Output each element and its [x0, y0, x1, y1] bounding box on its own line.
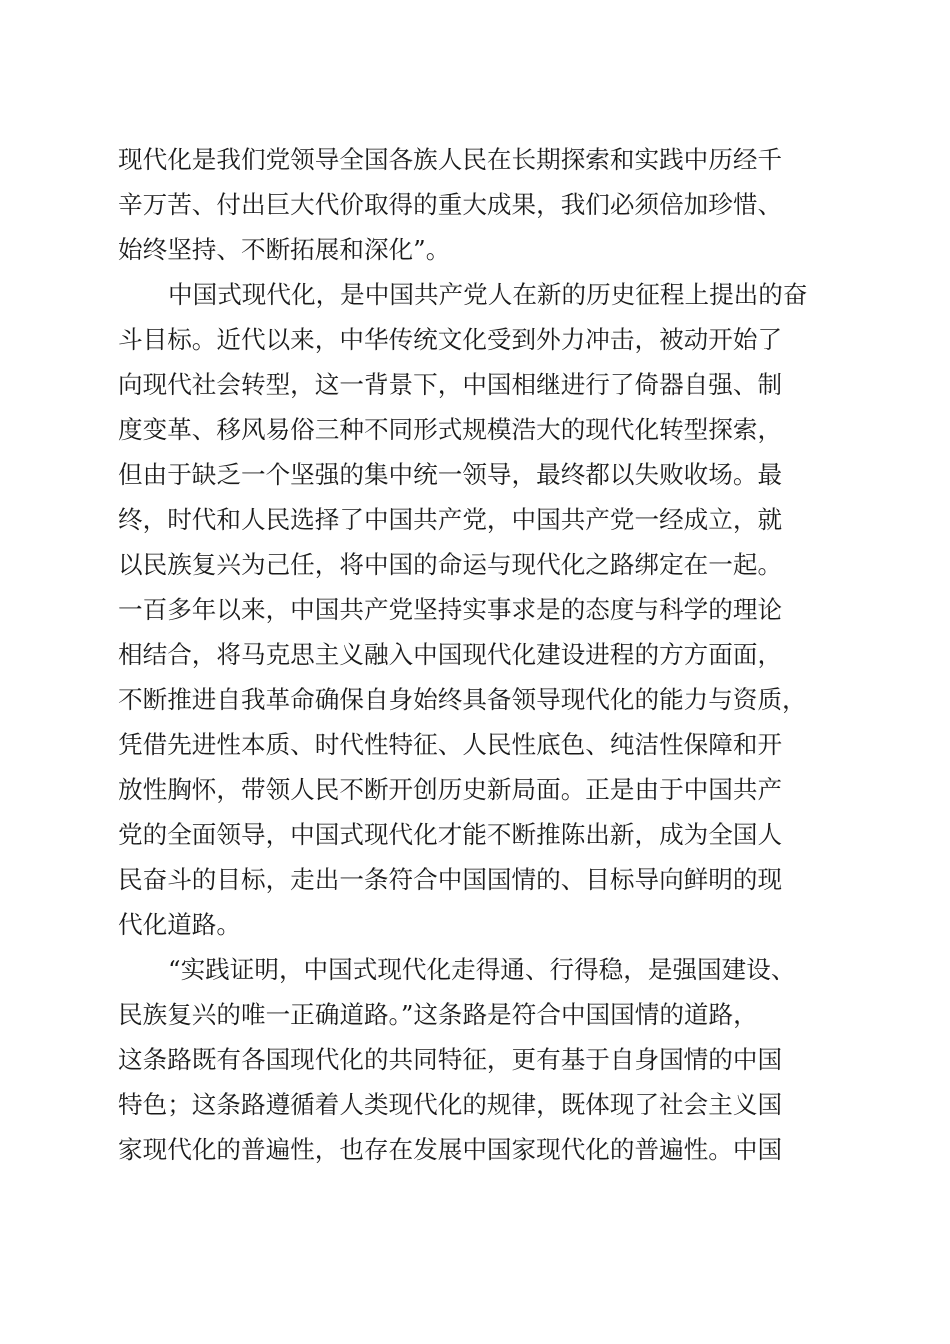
text-line-17: 民奋斗的目标，走出一条符合中国国情的、目标导向鲜明的现: [118, 865, 783, 894]
text-line-13: 不断推进自我革命确保自身始终具备领导现代化的能力与资质，: [118, 685, 807, 714]
text-line-22: 特色；这条路遵循着人类现代化的规律，既体现了社会主义国: [118, 1090, 783, 1119]
text-line-5: 斗目标。近代以来，中华传统文化受到外力冲击，被动开始了: [118, 325, 783, 354]
text-line-9: 终，时代和人民选择了中国共产党，中国共产党一经成立，就: [118, 505, 783, 534]
text-line-16: 党的全面领导，中国式现代化才能不断推陈出新，成为全国人: [118, 820, 783, 849]
text-line-21: 这条路既有各国现代化的共同特征，更有基于自身国情的中国: [118, 1045, 783, 1074]
text-line-7: 度变革、移风易俗三种不同形式规模浩大的现代化转型探索，: [118, 415, 783, 444]
text-line-11: 一百多年以来，中国共产党坚持实事求是的态度与科学的理论: [118, 595, 783, 624]
text-line-8: 但由于缺乏一个坚强的集中统一领导，最终都以失败收场。最: [118, 460, 783, 489]
text-line-1: 现代化是我们党领导全国各族人民在长期探索和实践中历经千: [118, 145, 783, 174]
text-line-20: 民族复兴的唯一正确道路。”这条路是符合中国国情的道路，: [118, 1000, 758, 1029]
text-line-23: 家现代化的普遍性，也存在发展中国家现代化的普遍性。中国: [118, 1135, 783, 1164]
text-line-10: 以民族复兴为己任，将中国的命运与现代化之路绑定在一起。: [118, 550, 783, 579]
text-line-18: 代化道路。: [118, 910, 241, 939]
text-line-12: 相结合，将马克思主义融入中国现代化建设进程的方方面面，: [118, 640, 783, 669]
text-line-4: 中国式现代化，是中国共产党人在新的历史征程上提出的奋: [168, 280, 808, 309]
text-line-14: 凭借先进性本质、时代性特征、人民性底色、纯洁性保障和开: [118, 730, 783, 759]
text-line-6: 向现代社会转型，这一背景下，中国相继进行了倚器自强、制: [118, 370, 783, 399]
text-line-3: 始终坚持、不断拓展和深化”。: [118, 235, 451, 264]
text-line-2: 辛万苦、付出巨大代价取得的重大成果，我们必须倍加珍惜、: [118, 190, 783, 219]
text-line-15: 放性胸怀，带领人民不断开创历史新局面。正是由于中国共产: [118, 775, 783, 804]
text-line-19: “实践证明，中国式现代化走得通、行得稳，是强国建设、: [168, 955, 796, 984]
